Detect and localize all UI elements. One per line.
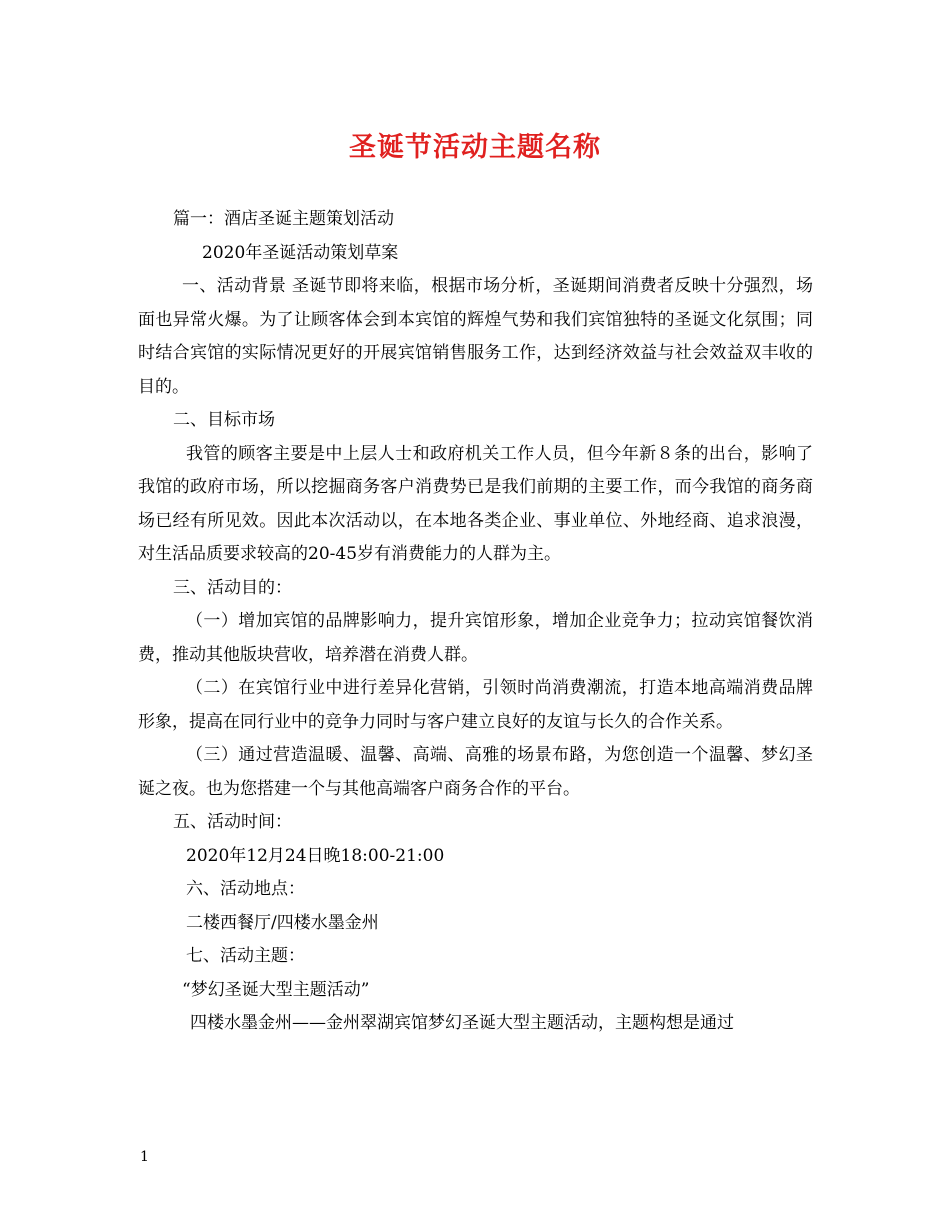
page-number: 1	[140, 1149, 149, 1165]
paragraph-target-market: 我管的顾客主要是中上层人士和政府机关工作人员，但今年新８条的出台，影响了我馆的政府市场，所以挖掘商务客户消费势已是我们前期的主要工作，而今我馆的商务商场已经有所见效。因此本次活动以，在本地各类企业、事业单位、外地经商、追求浪漫，对生活品质要求较高的20-45岁有消费能力的人群为主。	[138, 443, 813, 564]
paragraph-purpose-2: （二）在宾馆行业中进行差异化营销，引领时尚消费潮流，打造本地高端消费品牌形象，提高在同行业中的竞争力同时与客户建立良好的友谊与长久的合作关系。	[138, 678, 813, 732]
paragraph-time-heading: 五、活动时间：	[173, 812, 292, 832]
paragraph-location-heading: 六、活动地点：	[186, 879, 305, 899]
paragraph-background: 一、活动背景 圣诞节即将来临，根据市场分析，圣诞期间消费者反映十分强烈，场面也异常火爆。为了让顾客体会到本宾馆的辉煌气势和我们宾馆独特的圣诞文化氛围；同时结合宾馆的实际情况更好的开展宾馆销售服务工作，达到经济效益与社会效益双丰收的目的。	[138, 276, 813, 397]
paragraph-draft-title: 2020年圣诞活动策划草案	[202, 242, 399, 263]
paragraph-time: 2020年12月24日晚18:00-21:00	[186, 845, 445, 866]
document-body	[138, 203, 813, 1041]
paragraph-theme-detail: 四楼水墨金州——金州翠湖宾馆梦幻圣诞大型主题活动，主题构想是通过	[190, 1013, 734, 1033]
paragraph-theme-heading: 七、活动主题：	[186, 946, 305, 966]
paragraph-section-heading: 篇一：酒店圣诞主题策划活动	[173, 209, 394, 229]
document-title: 圣诞节活动主题名称	[349, 132, 601, 163]
paragraph-location: 二楼西餐厅/四楼水墨金州	[186, 912, 379, 933]
paragraph-target-market-heading: 二、目标市场	[173, 410, 275, 430]
paragraph-theme: “梦幻圣诞大型主题活动”	[182, 979, 370, 1000]
paragraph-purpose-3: （三）通过营造温暖、温馨、高端、高雅的场景布路，为您创造一个温馨、梦幻圣诞之夜。也为您搭建一个与其他高端客户商务合作的平台。	[138, 745, 813, 799]
paragraph-purpose-heading: 三、活动目的：	[173, 577, 292, 598]
paragraph-purpose-1: （一）增加宾馆的品牌影响力，提升宾馆形象，增加企业竞争力；拉动宾馆餐饮消费，推动其他版块营收，培养潜在消费人群。	[138, 611, 813, 665]
